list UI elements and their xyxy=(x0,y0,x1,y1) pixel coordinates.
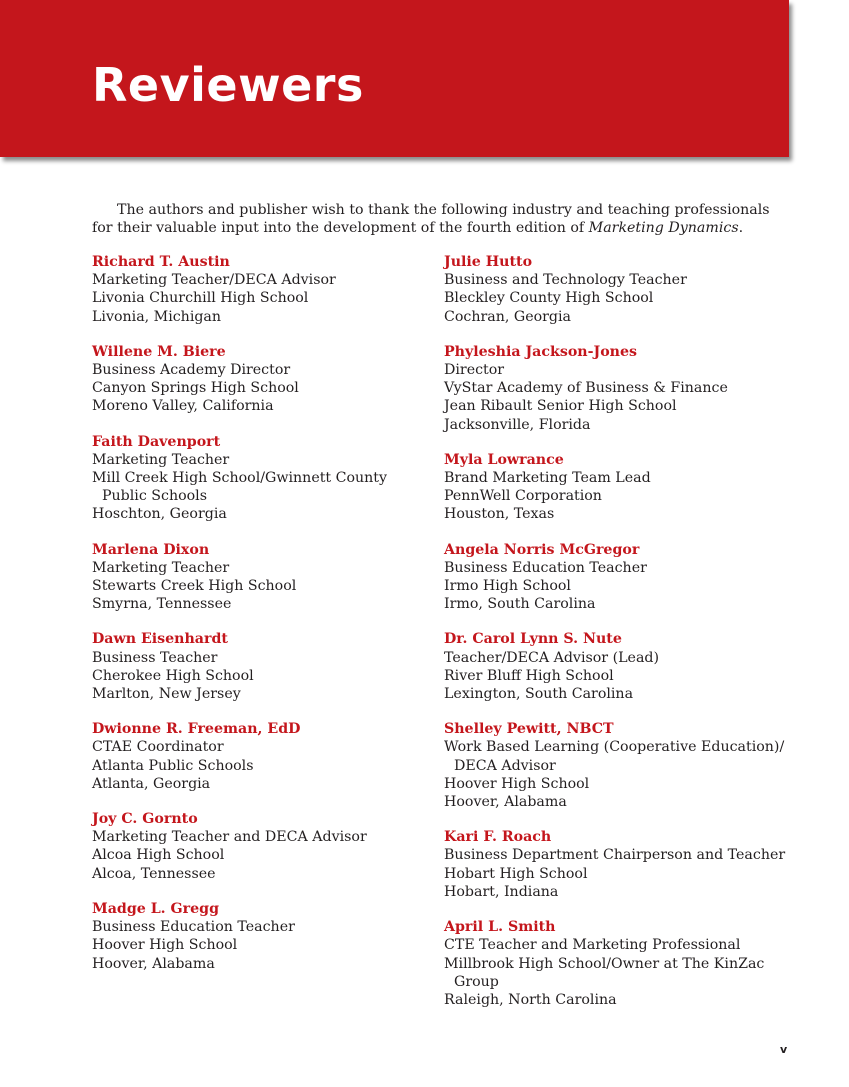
reviewer-detail: Atlanta Public Schools xyxy=(92,757,254,774)
reviewer-detail: Canyon Springs High School xyxy=(92,380,299,397)
reviewer-name: Dawn Eisenhardt xyxy=(92,631,228,648)
reviewer-detail: Hobart High School xyxy=(444,865,588,882)
header-banner xyxy=(0,0,789,157)
reviewer-detail: Irmo High School xyxy=(444,578,571,595)
reviewer-entry xyxy=(92,810,422,883)
reviewer-name: Shelley Pewitt, NBCT xyxy=(444,721,614,738)
reviewer-detail: CTE Teacher and Marketing Professional xyxy=(444,937,741,954)
reviewer-entry xyxy=(92,253,422,326)
reviewer-detail: Hobart, Indiana xyxy=(444,883,559,900)
reviewer-entry xyxy=(92,541,422,614)
reviewer-name: Angela Norris McGregor xyxy=(444,541,640,558)
reviewer-detail: Business Department Chairperson and Teacher xyxy=(444,847,786,864)
reviewer-detail: Marketing Teacher/DECA Advisor xyxy=(92,272,336,289)
reviewer-entry xyxy=(92,433,422,524)
reviewer-detail: Business and Technology Teacher xyxy=(444,272,687,289)
page-title: Reviewers xyxy=(92,58,364,112)
reviewer-detail: Marketing Teacher xyxy=(92,559,230,576)
reviewer-detail: Houston, Texas xyxy=(444,506,555,523)
reviewer-detail: Business Education Teacher xyxy=(92,919,295,936)
reviewer-name: Faith Davenport xyxy=(92,433,221,450)
reviewer-name: Kari F. Roach xyxy=(444,829,552,846)
reviewer-entry xyxy=(444,720,789,811)
reviewer-name: April L. Smith xyxy=(444,919,556,936)
reviewer-detail: Cherokee High School xyxy=(92,667,254,684)
reviewer-detail: Hoover, Alabama xyxy=(92,955,215,972)
reviewer-detail: Mill Creek High School/Gwinnett County Public Schools xyxy=(92,470,388,505)
reviewer-detail: Irmo, South Carolina xyxy=(444,596,596,613)
intro-paragraph xyxy=(92,201,782,237)
reviewer-detail: Hoover, Alabama xyxy=(444,794,567,811)
reviewer-name: Myla Lowrance xyxy=(444,451,564,468)
reviewer-detail: Livonia Churchill High School xyxy=(92,290,309,307)
reviewer-detail: Lexington, South Carolina xyxy=(444,686,634,703)
book-title: Marketing Dynamics xyxy=(588,220,739,236)
reviewer-detail: Alcoa High School xyxy=(92,847,225,864)
reviewer-name: Madge L. Gregg xyxy=(92,900,220,917)
reviewer-detail: Hoover High School xyxy=(444,775,590,792)
reviewer-entry xyxy=(444,630,789,703)
reviewer-entry xyxy=(444,343,789,434)
reviewer-detail: Marlton, New Jersey xyxy=(92,686,241,703)
reviewer-name: Marlena Dixon xyxy=(92,541,210,558)
reviewer-entry xyxy=(92,720,422,793)
reviewer-detail: Hoschton, Georgia xyxy=(92,506,227,523)
reviewer-detail: Teacher/DECA Advisor (Lead) xyxy=(444,649,660,666)
reviewer-name: Phyleshia Jackson-Jones xyxy=(444,343,637,360)
reviewer-entry xyxy=(444,828,789,901)
reviewers-right-column xyxy=(444,253,789,1026)
reviewer-detail: Moreno Valley, California xyxy=(92,398,274,415)
reviewer-detail: Work Based Learning (Cooperative Education)/ DECA Advisor xyxy=(444,739,785,774)
page-number: v xyxy=(780,1043,788,1056)
reviewer-detail: Business Education Teacher xyxy=(444,559,647,576)
reviewer-detail: Raleigh, North Carolina xyxy=(444,991,617,1008)
reviewer-detail: Alcoa, Tennessee xyxy=(92,865,216,882)
reviewer-name: Joy C. Gornto xyxy=(92,811,198,828)
reviewer-detail: CTAE Coordinator xyxy=(92,739,224,756)
reviewer-entry xyxy=(92,630,422,703)
reviewer-entry xyxy=(92,343,422,416)
reviewer-detail: Jacksonville, Florida xyxy=(444,416,591,433)
intro-text-end: . xyxy=(738,220,744,236)
reviewer-name: Julie Hutto xyxy=(444,254,533,270)
reviewer-detail: Stewarts Creek High School xyxy=(92,578,297,595)
reviewers-left-column xyxy=(92,253,422,990)
reviewer-name: Dr. Carol Lynn S. Nute xyxy=(444,631,622,648)
reviewer-detail: Millbrook High School/Owner at The KinZac Group xyxy=(444,955,765,990)
reviewer-name: Dwionne R. Freeman, EdD xyxy=(92,721,301,738)
reviewer-detail: Smyrna, Tennessee xyxy=(92,596,232,613)
reviewer-detail: Cochran, Georgia xyxy=(444,308,572,325)
reviewer-entry xyxy=(92,900,422,973)
intro-text: The authors and publisher wish to thank the following industry and teaching professionals for their valuable input into the development of the fourth edition of xyxy=(92,202,770,236)
reviewer-detail: River Bluff High School xyxy=(444,667,614,684)
reviewer-detail: Marketing Teacher xyxy=(92,451,230,468)
reviewer-detail: Jean Ribault Senior High School xyxy=(444,398,677,415)
reviewer-entry xyxy=(444,541,789,614)
reviewer-name: Richard T. Austin xyxy=(92,254,230,270)
reviewer-entry xyxy=(444,918,789,1009)
reviewer-detail: Business Teacher xyxy=(92,649,218,666)
reviewer-name: Willene M. Biere xyxy=(92,343,226,360)
reviewer-detail: Bleckley County High School xyxy=(444,290,654,307)
reviewer-detail: Hoover High School xyxy=(92,937,238,954)
reviewer-detail: Business Academy Director xyxy=(92,362,291,379)
reviewer-detail: VyStar Academy of Business & Finance xyxy=(444,380,728,397)
reviewer-detail: Atlanta, Georgia xyxy=(92,775,211,792)
reviewer-entry xyxy=(444,451,789,524)
reviewer-detail: Brand Marketing Team Lead xyxy=(444,470,651,487)
reviewer-detail: Livonia, Michigan xyxy=(92,308,222,325)
reviewer-entry xyxy=(444,253,789,326)
reviewer-detail: PennWell Corporation xyxy=(444,488,602,505)
reviewer-detail: Director xyxy=(444,362,505,379)
reviewer-detail: Marketing Teacher and DECA Advisor xyxy=(92,829,367,846)
